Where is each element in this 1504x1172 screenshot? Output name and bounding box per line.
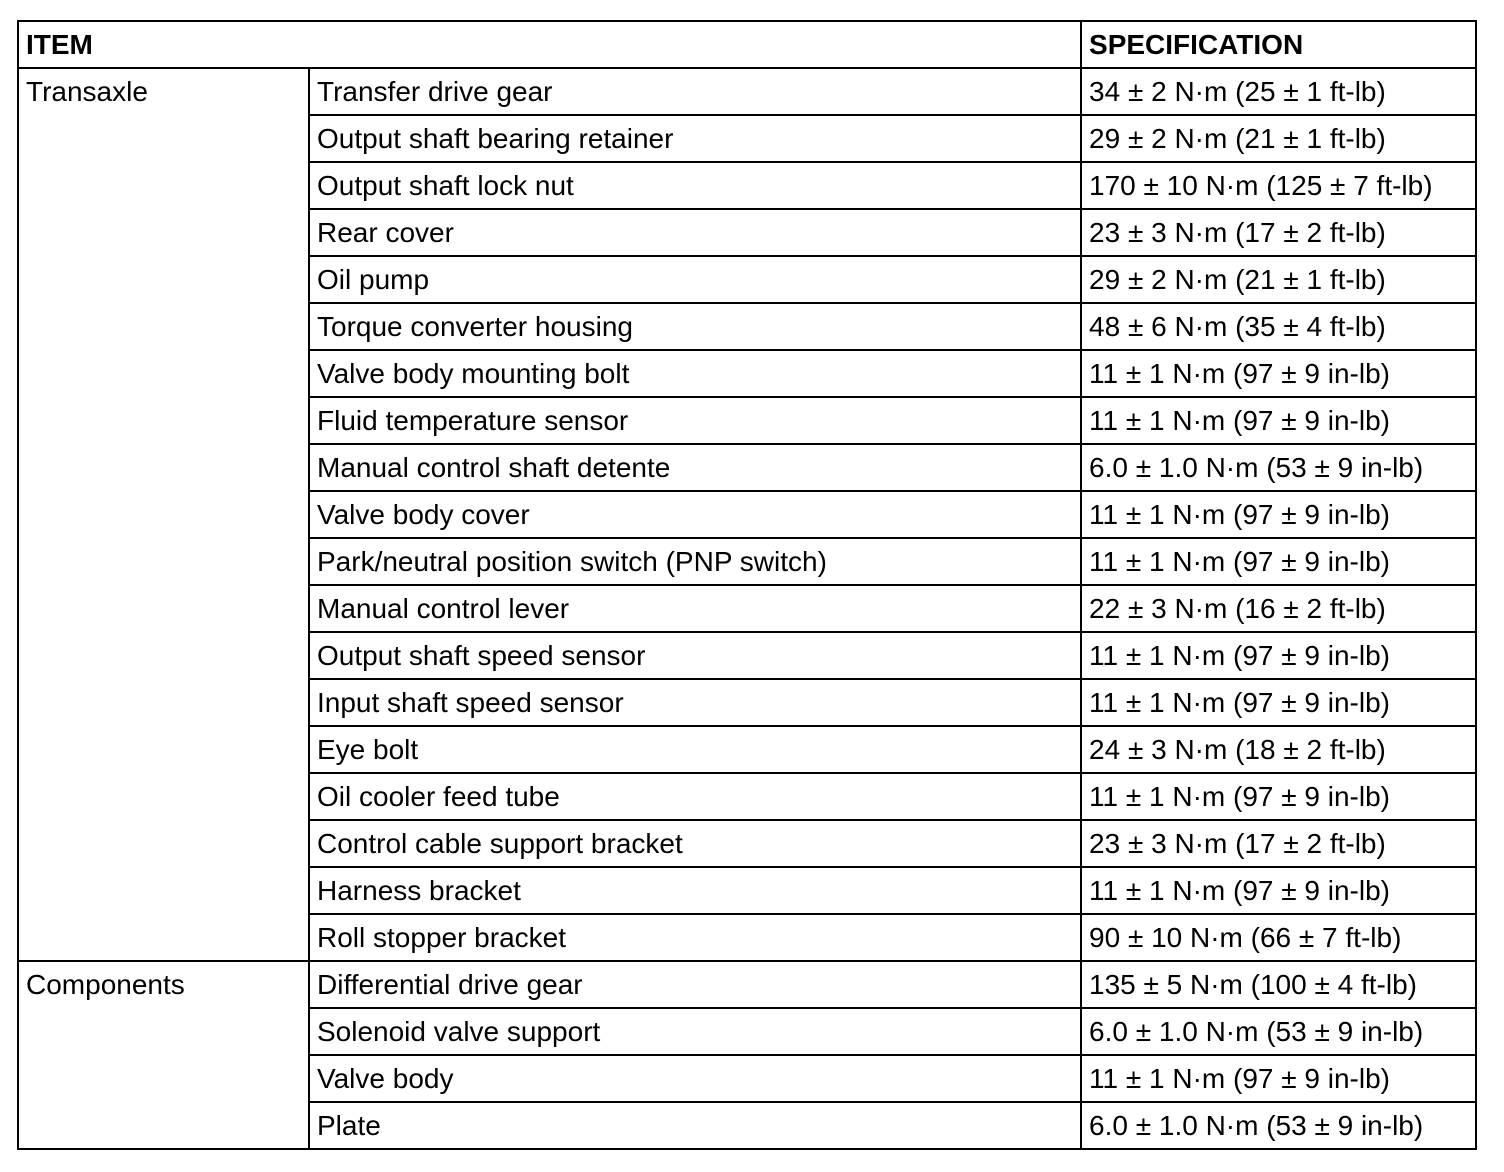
specification-cell: 6.0 ± 1.0 N·m (53 ± 9 in-lb) bbox=[1081, 1102, 1476, 1149]
item-cell: Input shaft speed sensor bbox=[309, 679, 1081, 726]
item-cell: Output shaft bearing retainer bbox=[309, 115, 1081, 162]
specification-cell: 6.0 ± 1.0 N·m (53 ± 9 in-lb) bbox=[1081, 444, 1476, 491]
group-label: Components bbox=[18, 961, 309, 1149]
table-header bbox=[18, 21, 1476, 68]
specification-cell: 6.0 ± 1.0 N·m (53 ± 9 in-lb) bbox=[1081, 1008, 1476, 1055]
item-cell: Torque converter housing bbox=[309, 303, 1081, 350]
item-cell: Manual control shaft detente bbox=[309, 444, 1081, 491]
specification-cell: 29 ± 2 N·m (21 ± 1 ft-lb) bbox=[1081, 115, 1476, 162]
specification-cell: 11 ± 1 N·m (97 ± 9 in-lb) bbox=[1081, 632, 1476, 679]
specification-cell: 24 ± 3 N·m (18 ± 2 ft-lb) bbox=[1081, 726, 1476, 773]
item-cell: Harness bracket bbox=[309, 867, 1081, 914]
specification-cell: 48 ± 6 N·m (35 ± 4 ft-lb) bbox=[1081, 303, 1476, 350]
item-cell: Oil pump bbox=[309, 256, 1081, 303]
specification-cell: 135 ± 5 N·m (100 ± 4 ft-lb) bbox=[1081, 961, 1476, 1008]
group-label: Transaxle bbox=[18, 68, 309, 961]
specification-cell: 34 ± 2 N·m (25 ± 1 ft-lb) bbox=[1081, 68, 1476, 115]
specification-cell: 11 ± 1 N·m (97 ± 9 in-lb) bbox=[1081, 491, 1476, 538]
item-cell: Roll stopper bracket bbox=[309, 914, 1081, 961]
specification-cell: 11 ± 1 N·m (97 ± 9 in-lb) bbox=[1081, 679, 1476, 726]
item-cell: Fluid temperature sensor bbox=[309, 397, 1081, 444]
item-cell: Park/neutral position switch (PNP switch) bbox=[309, 538, 1081, 585]
item-cell: Output shaft lock nut bbox=[309, 162, 1081, 209]
item-cell: Control cable support bracket bbox=[309, 820, 1081, 867]
specification-cell: 11 ± 1 N·m (97 ± 9 in-lb) bbox=[1081, 397, 1476, 444]
item-cell: Differential drive gear bbox=[309, 961, 1081, 1008]
item-cell: Transfer drive gear bbox=[309, 68, 1081, 115]
item-cell: Output shaft speed sensor bbox=[309, 632, 1081, 679]
specification-cell: 23 ± 3 N·m (17 ± 2 ft-lb) bbox=[1081, 209, 1476, 256]
item-cell: Solenoid valve support bbox=[309, 1008, 1081, 1055]
item-cell: Plate bbox=[309, 1102, 1081, 1149]
item-cell: Rear cover bbox=[309, 209, 1081, 256]
specification-cell: 23 ± 3 N·m (17 ± 2 ft-lb) bbox=[1081, 820, 1476, 867]
table-body bbox=[18, 68, 1476, 1149]
header-item: ITEM bbox=[18, 21, 1081, 68]
specification-cell: 11 ± 1 N·m (97 ± 9 in-lb) bbox=[1081, 773, 1476, 820]
specification-table bbox=[17, 20, 1477, 1150]
item-cell: Oil cooler feed tube bbox=[309, 773, 1081, 820]
specification-cell: 11 ± 1 N·m (97 ± 9 in-lb) bbox=[1081, 538, 1476, 585]
item-cell: Eye bolt bbox=[309, 726, 1081, 773]
specification-cell: 22 ± 3 N·m (16 ± 2 ft-lb) bbox=[1081, 585, 1476, 632]
specification-cell: 90 ± 10 N·m (66 ± 7 ft-lb) bbox=[1081, 914, 1476, 961]
table-row bbox=[18, 68, 1476, 115]
item-cell: Valve body mounting bolt bbox=[309, 350, 1081, 397]
specification-cell: 11 ± 1 N·m (97 ± 9 in-lb) bbox=[1081, 1055, 1476, 1102]
table-row bbox=[18, 961, 1476, 1008]
item-cell: Valve body bbox=[309, 1055, 1081, 1102]
specification-cell: 29 ± 2 N·m (21 ± 1 ft-lb) bbox=[1081, 256, 1476, 303]
item-cell: Valve body cover bbox=[309, 491, 1081, 538]
specification-cell: 170 ± 10 N·m (125 ± 7 ft-lb) bbox=[1081, 162, 1476, 209]
header-row bbox=[18, 21, 1476, 68]
specification-cell: 11 ± 1 N·m (97 ± 9 in-lb) bbox=[1081, 350, 1476, 397]
item-cell: Manual control lever bbox=[309, 585, 1081, 632]
header-specification: SPECIFICATION bbox=[1081, 21, 1476, 68]
specification-cell: 11 ± 1 N·m (97 ± 9 in-lb) bbox=[1081, 867, 1476, 914]
